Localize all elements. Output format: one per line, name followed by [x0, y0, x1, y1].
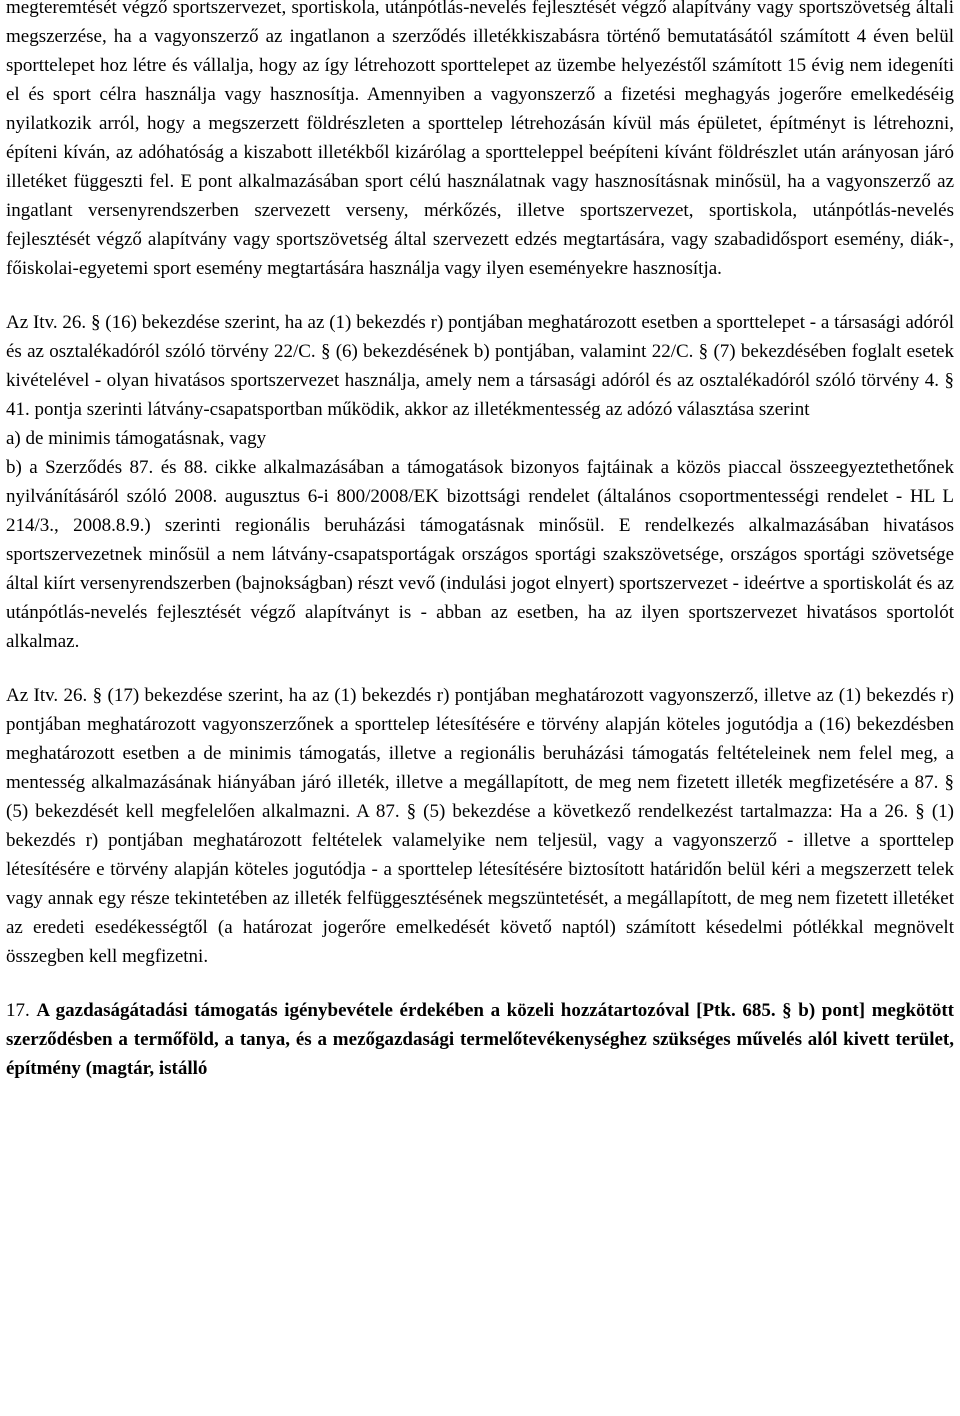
list-item-b: b) a Szerződés 87. és 88. cikke alkalmazásában a támogatások bizonyos fajtáinak a közös piaccal összeegyeztethetőnek nyilvánításáról szóló 2008. augusztus 6-i 800/2008/EK bizottsági rendelet (általános csoportmentességi rendelet - HL L 214/3., 2008.8.9.) szerinti regionális beruházási támogatásnak minősül. E rendelkezés alkalmazásában hivatásos sportszervezetnek minősül a nem látvány-csapatsportágak országos sportági szakszövetsége, országos sportági szövetsége által kiírt versenyrendszerben (bajnokságban) részt vevő (indulási jogot elnyert) sportszervezet - ideértve a sportiskolát és az utánpótlás-nevelés fejlesztését végző alapítványt is - abban az esetben, ha az ilyen sportszervezet hivatásos sportolót alkalmaz. — [6, 457, 954, 652]
paragraph-sport-exemption: megteremtését végző sportszervezet, sportiskola, utánpótlás-nevelés fejlesztését végző alapítvány vagy sportszövetség általi megszerzése, ha a vagyonszerző az ingatlanon a szerződés illetékkiszabásra történő bemutatásától számított 4 éven belül sporttelepet hoz létre és vállalja, hogy az így létrehozott sporttelepet az üzembe helyezéstől számított 15 évig nem idegeníti el és sport célra használja vagy hasznosítja. Amennyiben a vagyonszerző a fizetési meghagyás jogerőre emelkedéséig nyilatkozik arról, hogy a megszerzett földrészleten a sporttelep létrehozásán kívül más épületet, építményt is létrehozni, építeni kíván, az adóhatóság a kiszabott illetékből kizárólag a sportteleppel beépíteni kívánt földrészlet után arányosan járó illetéket függeszti fel. E pont alkalmazásában sport célú használatnak vagy hasznosításnak minősül, ha a vagyonszerző az ingatlant versenyrendszerben szervezett verseny, mérkőzés, illetve sportszervezet, sportiskola, utánpótlás-nevelés fejlesztését végző alapítvány vagy sportszövetség által szervezett edzés megtartására, vagy szabadidősport esemény, diák-, főiskolai-egyetemi sport esemény megtartására használja vagy ilyen eseményekre hasznosítja. — [6, 0, 954, 279]
list-item-a: a) de minimis támogatásnak, vagy — [6, 428, 267, 449]
section-number: 17. — [6, 1000, 30, 1021]
section-title: A gazdaságátadási támogatás igénybevétele érdekében a közeli hozzátartozóval [Ptk. 685. § b) pont] megkötött szerződésben a termőföld, a tanya, és a mezőgazdasági termelőtevékenységhez szükséges művelés alól kivett terület, építmény (magtár, istálló — [6, 1000, 955, 1079]
paragraph-itv-26-16: Az Itv. 26. § (16) bekezdése szerint, ha az (1) bekezdés r) pontjában meghatározott esetben a sporttelepet - a társasági adóról és az osztalékadóról szóló törvény 22/C. § (6) bekezdésének b) pontjában, valamint 22/C. § (7) bekezdésében foglalt esetek kivételével - olyan hivatásos sportszervezet használja, amely nem a társasági adóról és az osztalékadóról szóló törvény 4. § 41. pontja szerinti látvány-csapatsportban működik, akkor az illetékmentesség az adózó választása szerint — [6, 312, 954, 420]
paragraph-itv-26-17: Az Itv. 26. § (17) bekezdése szerint, ha az (1) bekezdés r) pontjában meghatározott vagyonszerző, illetve az (1) bekezdés r) pontjában meghatározott vagyonszerzőnek a sporttelep létesítésére e törvény alapján köteles jogutódja a (16) bekezdésben meghatározott esetben a de minimis támogatás, illetve a regionális beruházási támogatás feltételeinek nem felel meg, a mentesség alkalmazásának hiányában járó illeték, illetve a megállapított, de meg nem fizetett illeték megfizetésére a 87. § (5) bekezdését kell megfelelően alkalmazni. A 87. § (5) bekezdése a következő rendelkezést tartalmazza: Ha a 26. § (1) bekezdés r) pontjában meghatározott feltételek valamelyike nem teljesül, vagy a vagyonszerző - illetve a sporttelep létesítésére e törvény alapján köteles jogutódja - a sporttelep létesítésére biztosított határidőn belül kéri a megszerzett telek vagy annak egy része tekintetében az illeték felfüggesztésének megszüntetését, a megállapított, de meg nem fizetett illetéket az eredeti esedékességtől (a határozat jogerőre emelkedését követő naptól) számított késedelmi pótlékkal megnövelt összegben kell megfizetni. — [6, 685, 954, 967]
section-heading — [6, 996, 954, 1083]
